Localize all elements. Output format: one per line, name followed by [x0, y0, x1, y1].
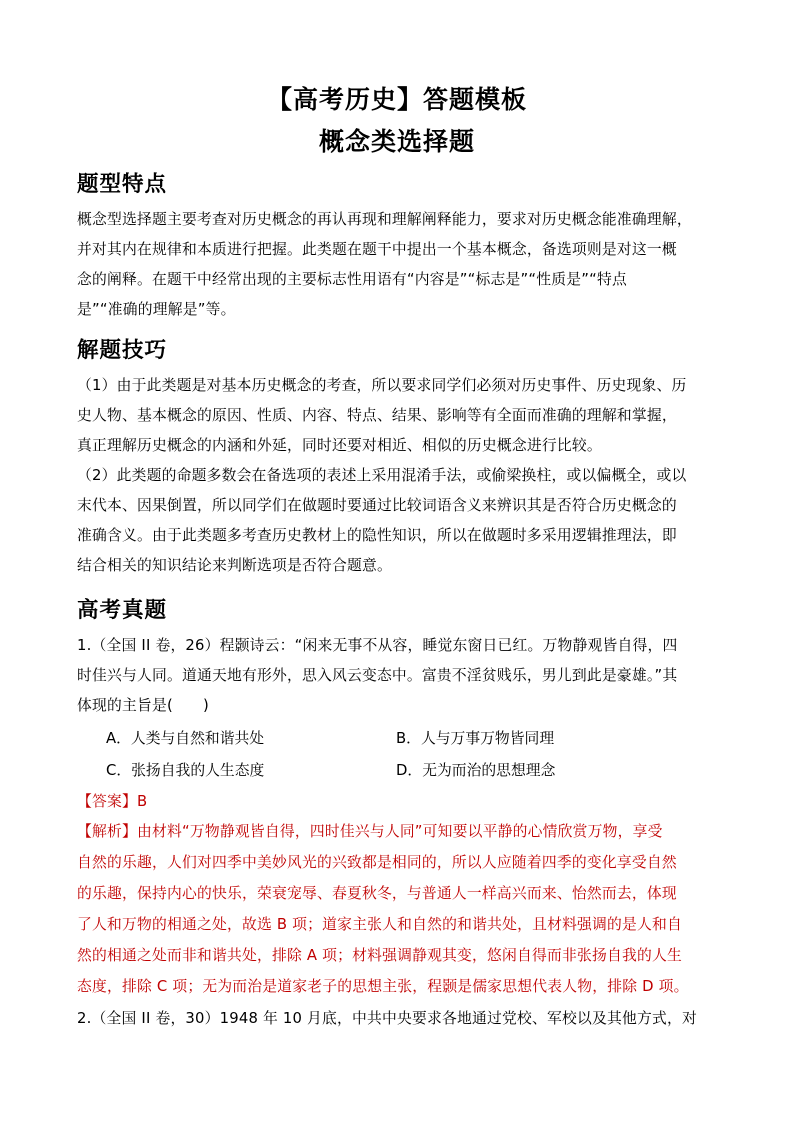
document-title: 【高考历史】答题模板 [266, 85, 527, 114]
analysis-line: 的乐趣，保持内心的快乐，荣衰宠辱、春夏秋冬，与普通人一样高兴而来、怡然而去，体现 [77, 885, 677, 902]
section-heading-techniques: 解题技巧 [77, 338, 168, 363]
paragraph-line: 是”“准确的理解是”等。 [77, 301, 236, 318]
analysis-line: 态度，排除 C 项；无为而治是道家老子的思想主张，程颢是儒家思想代表人物，排除 D 项。 [77, 978, 689, 995]
paragraph-line: 概念型选择题主要考查对历史概念的再认再现和理解阐释能力，要求对历史概念能准确理解， [77, 211, 692, 228]
option-d: D．无为而治的思想理念 [396, 762, 556, 779]
analysis-line [77, 820, 663, 841]
analysis-line: 然的相通之处而非和谐共处，排除 A 项；材料强调静观其变，悠闲自得而非张扬自我的人生 [77, 947, 683, 964]
question-line: 体现的主旨是( ) [77, 697, 209, 714]
paragraph-line: 结合相关的知识结论来判断选项是否符合题意。 [77, 557, 392, 574]
document-subtitle: 概念类选择题 [318, 127, 475, 156]
section-heading-exam-questions: 高考真题 [77, 598, 168, 623]
analysis-line: 自然的乐趣，人们对四季中美妙风光的兴致都是相同的，所以人应随着四季的变化享受自然 [77, 854, 677, 871]
analysis-label: 【解析】 [77, 823, 137, 840]
paragraph-line: 并对其内在规律和本质进行把握。此类题在题干中提出一个基本概念，备选项则是对这一概 [77, 241, 677, 258]
paragraph-line: （2）此类题的命题多数会在备选项的表述上采用混淆手法，或偷梁换柱，或以偏概全，或以 [77, 467, 687, 484]
option-c: C．张扬自我的人生态度 [106, 762, 265, 779]
option-a: A．人类与自然和谐共处 [106, 730, 265, 747]
paragraph-line: 史人物、基本概念的原因、性质、内容、特点、结果、影响等有全面而准确的理解和掌握， [77, 407, 677, 424]
paragraph-line: 末代本、因果倒置，所以同学们在做题时要通过比较词语含义来辨识其是否符合历史概念的 [77, 497, 677, 514]
option-b: B．人与万事万物皆同理 [396, 730, 555, 747]
answer-label: 【答案】 [77, 793, 137, 810]
question-line: 时佳兴与人同。道通天地有形外，思入风云变态中。富贵不淫贫贱乐，男儿到此是豪雄。”其 [77, 667, 678, 684]
paragraph-line: （1）由于此类题是对基本历史概念的考查，所以要求同学们必须对历史事件、历史现象、历 [77, 377, 687, 394]
question-line: 1.（全国 II 卷，26）程颢诗云：“闲来无事不从容，睡觉东窗日已红。万物静观皆自得，四 [77, 637, 678, 654]
question-line: 2.（全国 II 卷，30）1948 年 10 月底，中共中央要求各地通过党校、军校以及其他方式，对 [77, 1010, 697, 1027]
analysis-text: 由材料“万物静观皆自得，四时佳兴与人同”可知要以平静的心情欣赏万物，享受 [137, 823, 663, 840]
section-heading-features: 题型特点 [77, 172, 168, 197]
paragraph-line: 真正理解历史概念的内涵和外延，同时还要对相近、相似的历史概念进行比较。 [77, 437, 602, 454]
paragraph-line: 准确含义。由于此类题多考查历史教材上的隐性知识，所以在做题时多采用逻辑推理法，即 [77, 527, 677, 544]
paragraph-line: 念的阐释。在题干中经常出现的主要标志性用语有“内容是”“标志是”“性质是”“特点 [77, 271, 627, 288]
answer-line [77, 790, 147, 811]
analysis-line: 了人和万物的相通之处，故选 B 项；道家主张人和自然的和谐共处，且材料强调的是人和自 [77, 916, 683, 933]
answer-value: B [137, 793, 148, 810]
